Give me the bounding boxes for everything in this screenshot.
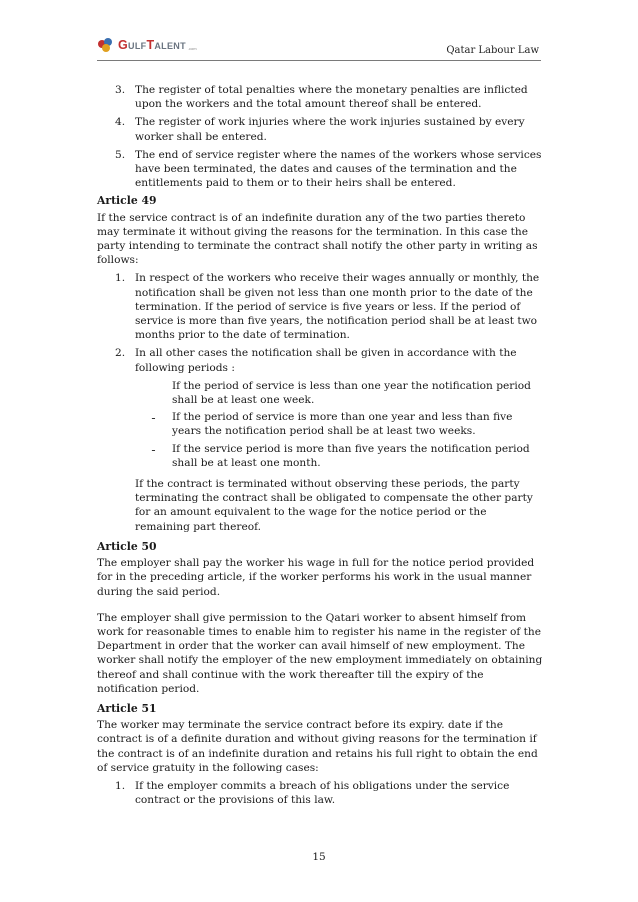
article-51-heading: Article 51 <box>97 701 157 715</box>
gulftalent-logo <box>97 36 197 54</box>
page-number: 15 <box>312 851 326 863</box>
article-49-intro: If the service contract is of an indefinite duration any of the two parties thereto may terminate it without giving the reasons for the termination. In this case the party intending to terminate the contract shall notify the other party in writing as follows: <box>97 211 538 267</box>
list-item: 4. The register of work injuries where the work injuries sustained by every worker shall be entered. <box>115 116 525 143</box>
article-49-list <box>97 271 544 374</box>
article-51-intro: The worker may terminate the service contract before its expiry. date if the contract is of a definite duration and without giving reasons for the termination if the contract is of an indefinite duration and retains his full right to obtain the end of service gratuity in the following cases: <box>97 719 538 774</box>
article-50-heading: Article 50 <box>97 539 157 553</box>
notice-period-item: ـ If the service period is more than five years the notification period shall be at least one month. <box>152 442 530 469</box>
list-item: 2. In all other cases the notification shall be given in accordance with the following periods : <box>115 347 517 374</box>
article-50-paragraph-1: The employer shall pay the worker his wage in full for the notice period provided for in the preceding article, if the worker performs his work in the usual manner during the said period. <box>97 557 535 598</box>
list-item: 5. The end of service register where the names of the workers whose services have been terminated, the dates and causes of the termination and the entitlements paid to them or to their heirs shall be entered. <box>115 148 542 190</box>
list-item: 1. If the employer commits a breach of his obligations under the service contract or the provisions of this law. <box>115 779 510 807</box>
register-list <box>97 83 544 190</box>
article-49-heading: Article 49 <box>97 194 157 208</box>
notice-period-item: ـ If the period of service is more than one year and less than five years the notification period shall be at least two weeks. <box>152 411 513 438</box>
page-header <box>97 30 541 61</box>
article-51-list <box>97 779 544 807</box>
logo-domain: .com <box>187 45 197 51</box>
list-item: 3. The register of total penalties where the monetary penalties are inflicted upon the workers and the total amount thereof shall be entered. <box>115 84 528 111</box>
article-49-closing: If the contract is terminated without observing these periods, the party terminating the contract shall be obligated to compensate the other party for an amount equivalent to the wage for the notice period or the remaining part thereof. <box>135 478 533 533</box>
notice-period-item: If the period of service is less than one year the notification period shall be at least one week. <box>172 379 531 407</box>
running-title: Qatar Labour Law <box>446 45 539 56</box>
list-item: 1. In respect of the workers who receive their wages annually or monthly, the notification shall be given not less than one month prior to the date of the termination. If the period of service is five years or less. If the period of service is more than five years, the notification period shall be at least two months prior to the date of termination. <box>115 272 540 342</box>
logo-mark-icon <box>97 37 115 53</box>
logo-wordmark: GULFTALENT <box>118 38 186 52</box>
page-body <box>97 83 544 811</box>
article-50-paragraph-2: The employer shall give permission to the Qatari worker to absent himself from work for reasonable times to enable him to register his name in the register of the Department in order that the worker can avail himself of new employment. The worker shall notify the employer of the new employment immediately on obtaining thereof and shall continue with the work thereafter till the expiry of the notification period. <box>97 611 543 695</box>
